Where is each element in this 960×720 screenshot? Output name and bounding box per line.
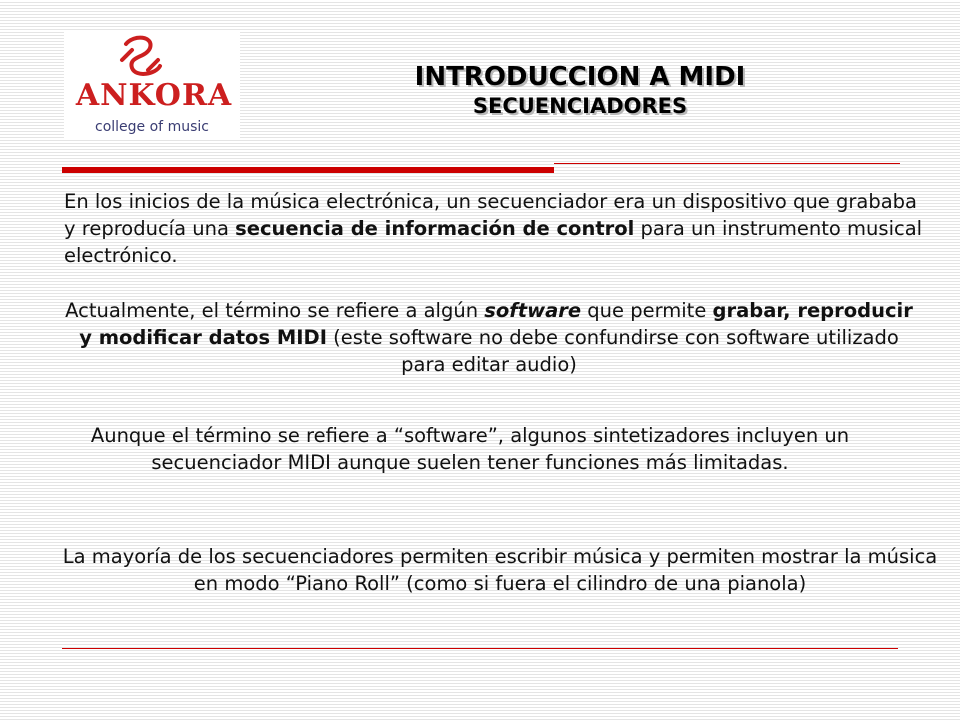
slide-title-block: [300, 62, 860, 120]
logo-mark: [122, 38, 160, 74]
paragraph-3: [40, 422, 900, 476]
logo-brand-text: ANKORA: [75, 78, 233, 113]
p1-bold-1: secuencia de información de control: [235, 217, 635, 240]
paragraph-4: [50, 543, 950, 597]
ankora-logo-graphic: [64, 30, 240, 140]
header-rule-thick: [62, 167, 554, 173]
logo-tagline-text: college of music: [95, 119, 209, 135]
slide-subtitle: SECUENCIADORES: [472, 94, 688, 118]
p2-text-2: que permite: [581, 299, 713, 322]
p2-text-1: Actualmente, el término se refiere a algún: [65, 299, 485, 322]
header-rule-thin: [554, 163, 900, 164]
p1-text-2: para un instrumento musical electrónico.: [64, 217, 923, 267]
p2-text-3: (este software no debe confundirse con software utilizado para editar audio): [326, 326, 899, 376]
p2-bold-italic-1: software: [484, 299, 582, 322]
p4-text-1: La mayoría de los secuenciadores permiten escribir música y permiten mostrar la música en modo “Piano Roll” (como si fuera el cilindro de una pianola): [62, 545, 938, 595]
p2-bold-1: grabar, reproducir y modificar datos MIDI: [79, 299, 913, 349]
p3-text-1: Aunque el término se refiere a “software”, algunos sintetizadores incluyen un secuenciador MIDI aunque suelen tener funciones más limitadas.: [90, 424, 850, 474]
ankora-logo: [64, 30, 240, 140]
paragraph-2: [58, 297, 920, 378]
p1-text-1: En los inicios de la música electrónica, un secuenciador era un dispositivo que grababa y reproducía una: [64, 190, 917, 240]
slide-title: INTRODUCCION A MIDI: [414, 62, 746, 92]
paragraph-1: [64, 188, 924, 269]
footer-rule: [62, 648, 898, 649]
